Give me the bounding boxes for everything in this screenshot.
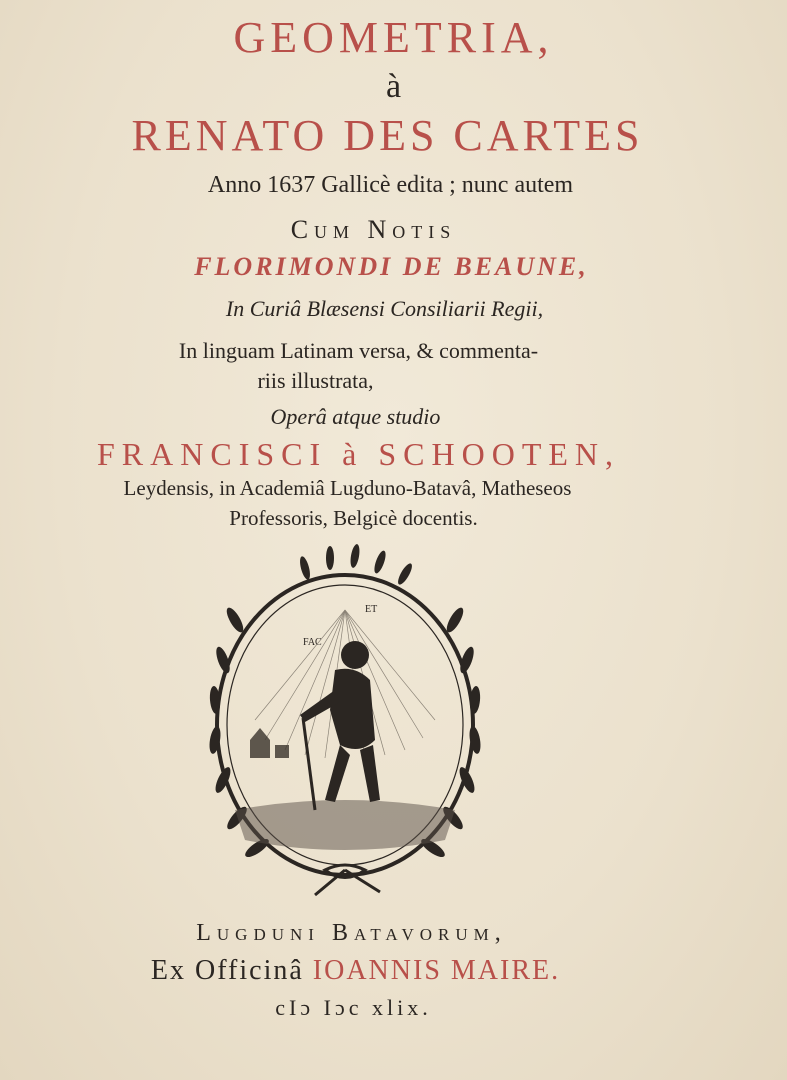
notes-line: Cum Notis bbox=[290, 215, 457, 244]
commentator-role: In Curiâ Blæsensi Consiliarii Regii, bbox=[225, 296, 544, 321]
editor-intro: Operâ atque studio bbox=[270, 404, 441, 429]
editor-role-line-1: Leydensis, in Academiâ Lugduno-Batavâ, Matheseos bbox=[123, 476, 572, 500]
edition-line: Anno 1637 Gallicè edita ; nunc autem bbox=[207, 172, 574, 198]
emblem-motto-left: FAC bbox=[303, 637, 322, 648]
translation-line-2: riis illustrata, bbox=[257, 368, 374, 393]
digging-figure bbox=[300, 641, 380, 810]
imprint-place: Lugduni Batavorum, bbox=[196, 920, 507, 946]
translation-line-1: In linguam Latinam versa, & commenta- bbox=[178, 338, 539, 363]
preposition: à bbox=[385, 68, 402, 105]
book-title: GEOMETRIA, bbox=[233, 13, 554, 62]
editor-name: FRANCISCI à SCHOOTEN, bbox=[96, 436, 621, 472]
imprint-officina: Ex Officinâ bbox=[150, 955, 304, 986]
imprint-printer: IOANNIS MAIRE. bbox=[312, 955, 561, 986]
editor-role-line-2: Professoris, Belgicè docentis. bbox=[229, 506, 478, 530]
imprint-printer-line bbox=[0, 955, 749, 987]
emblem-motto-right: ET bbox=[365, 604, 378, 615]
imprint-year: cIɔ Iɔc xlix. bbox=[275, 995, 432, 1020]
author-name: RENATO DES CARTES bbox=[131, 111, 644, 160]
ribbon-bow bbox=[315, 865, 380, 895]
ground bbox=[235, 800, 455, 850]
commentator-name: FLORIMONDI DE BEAUNE, bbox=[194, 252, 589, 281]
printers-emblem-woodcut bbox=[195, 540, 495, 900]
